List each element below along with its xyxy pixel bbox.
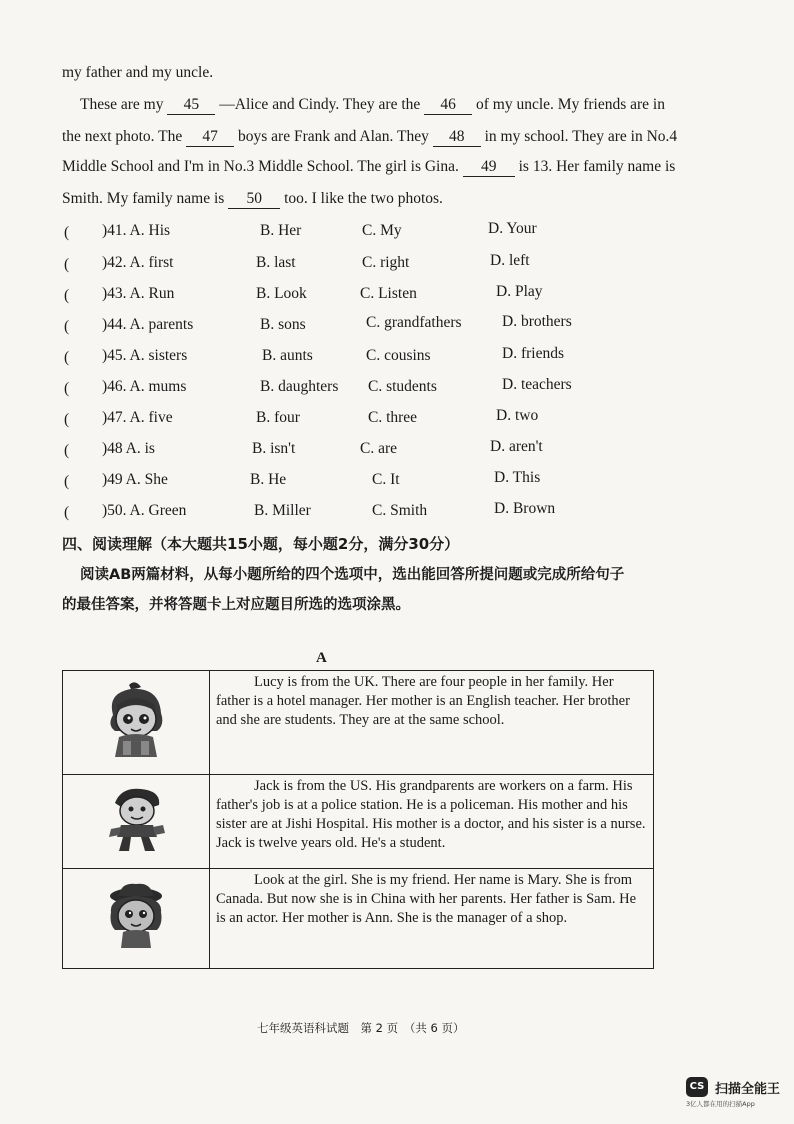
watermark-subtitle: 3亿人都在用的扫描App [686, 1100, 755, 1108]
question-number-option-a: )43. A. Run [102, 285, 175, 302]
photo-cell [63, 775, 210, 869]
option-b: B. aunts [262, 347, 313, 364]
option-d: D. This [494, 469, 541, 486]
question-number-option-a: )42. A. first [102, 254, 174, 271]
answer-paren[interactable]: ( [64, 287, 70, 304]
option-c: C. My [362, 222, 402, 239]
option-b: B. Miller [254, 502, 311, 519]
option-d: D. friends [502, 345, 564, 362]
option-b: B. He [250, 471, 287, 488]
cloze-line-1: These are my 45 —Alice and Cindy. They are the 46 of my uncle. My friends are in [80, 96, 665, 113]
answer-paren[interactable]: ( [64, 224, 70, 241]
answer-paren[interactable]: ( [64, 256, 70, 273]
answer-paren[interactable]: ( [64, 504, 70, 521]
page-footer: 七年级英语科试题 第 2 页 （共 6 页） [257, 1021, 465, 1035]
lucy-paragraph: Lucy is from the UK. There are four people in her family. Her father is a hotel manager. Her mother is an English teacher. Her brother and she are students. They are at the same school. [216, 674, 630, 728]
passage-text-cell [210, 869, 654, 969]
jack-cartoon-image [101, 785, 171, 853]
question-number-option-a: )49 A. She [102, 471, 168, 488]
option-d: D. Your [488, 220, 537, 237]
answer-paren[interactable]: ( [64, 349, 70, 366]
table-row [63, 671, 654, 775]
passage-table [62, 670, 654, 969]
question-number-option-a: )45. A. sisters [102, 347, 188, 364]
passage-title: A [316, 650, 327, 666]
option-d: D. teachers [502, 376, 572, 393]
option-b: B. Look [256, 285, 307, 302]
table-row [63, 775, 654, 869]
cloze-line-3: Middle School and I'm in No.3 Middle School. The girl is Gina. 49 is 13. Her family name is [62, 158, 676, 175]
option-b: B. isn't [252, 440, 296, 457]
option-b: B. Her [260, 222, 302, 239]
scanner-watermark [686, 1077, 780, 1108]
blank-49: 49 [463, 158, 515, 177]
table-row [63, 869, 654, 969]
question-number-option-a: )44. A. parents [102, 316, 194, 333]
cloze-line-4: Smith. My family name is 50 too. I like the two photos. [62, 190, 443, 207]
passage-text-cell [210, 775, 654, 869]
question-number-option-a: )50. A. Green [102, 502, 187, 519]
answer-paren[interactable]: ( [64, 442, 70, 459]
cloze-line-2: the next photo. The 47 boys are Frank and Alan. They 48 in my school. They are in No.4 [62, 128, 678, 145]
lucy-cartoon-image [101, 681, 171, 759]
option-c: C. Listen [360, 285, 417, 302]
option-c: C. students [368, 378, 437, 395]
option-c: C. It [372, 471, 400, 488]
blank-47: 47 [186, 128, 234, 147]
option-d: D. aren't [490, 438, 543, 455]
option-c: C. right [362, 254, 410, 271]
photo-cell [63, 671, 210, 775]
option-b: B. four [256, 409, 300, 426]
question-number-option-a: )46. A. mums [102, 378, 187, 395]
option-d: D. two [496, 407, 539, 424]
answer-paren[interactable]: ( [64, 473, 70, 490]
option-c: C. cousins [366, 347, 431, 364]
option-c: C. grandfathers [366, 314, 462, 331]
answer-paren[interactable]: ( [64, 411, 70, 428]
jack-paragraph: Jack is from the US. His grandparents are workers on a farm. His father's job is at a police station. He is a policeman. His mother and his sister are at Jishi Hospital. His mother is a doctor, and his sister is a nurse. Jack is twelve years old. He's a student. [216, 778, 646, 851]
option-d: D. Play [496, 283, 543, 300]
cloze-line-0: my father and my uncle. [62, 64, 214, 81]
blank-46: 46 [424, 96, 472, 115]
option-b: B. daughters [260, 378, 339, 395]
blank-45: 45 [167, 96, 215, 115]
option-d: D. left [490, 252, 530, 269]
section-heading: 四、阅读理解（本大题共15小题，每小题2分，满分30分） [62, 535, 460, 553]
section-instruction-2: 的最佳答案，并将答题卡上对应题目所选的选项涂黑。 [62, 597, 410, 613]
option-d: D. Brown [494, 500, 556, 517]
photo-cell [63, 869, 210, 969]
mary-cartoon-image [101, 882, 171, 950]
watermark-name: 扫描全能王 [715, 1081, 781, 1097]
option-b: B. sons [260, 316, 306, 333]
blank-50: 50 [228, 190, 280, 209]
camscanner-logo-icon: CS [686, 1077, 708, 1097]
section-instruction-1: 阅读AB两篇材料，从每小题所给的四个选项中，选出能回答所提问题或完成所给句子 [80, 567, 625, 583]
option-c: C. three [368, 409, 418, 426]
question-number-option-a: )48 A. is [102, 440, 155, 457]
option-d: D. brothers [502, 313, 572, 330]
answer-paren[interactable]: ( [64, 380, 70, 397]
option-b: B. last [256, 254, 296, 271]
blank-48: 48 [433, 128, 481, 147]
mary-paragraph: Look at the girl. She is my friend. Her name is Mary. She is from Canada. But now she is in China with her parents. Her father is Sam. He is an actor. Her mother is Ann. She is the manager of a shop. [216, 872, 637, 926]
answer-paren[interactable]: ( [64, 318, 70, 335]
option-c: C. Smith [372, 502, 428, 519]
option-c: C. are [360, 440, 398, 457]
question-number-option-a: )47. A. five [102, 409, 173, 426]
passage-text-cell [210, 671, 654, 775]
question-number-option-a: )41. A. His [102, 222, 171, 239]
